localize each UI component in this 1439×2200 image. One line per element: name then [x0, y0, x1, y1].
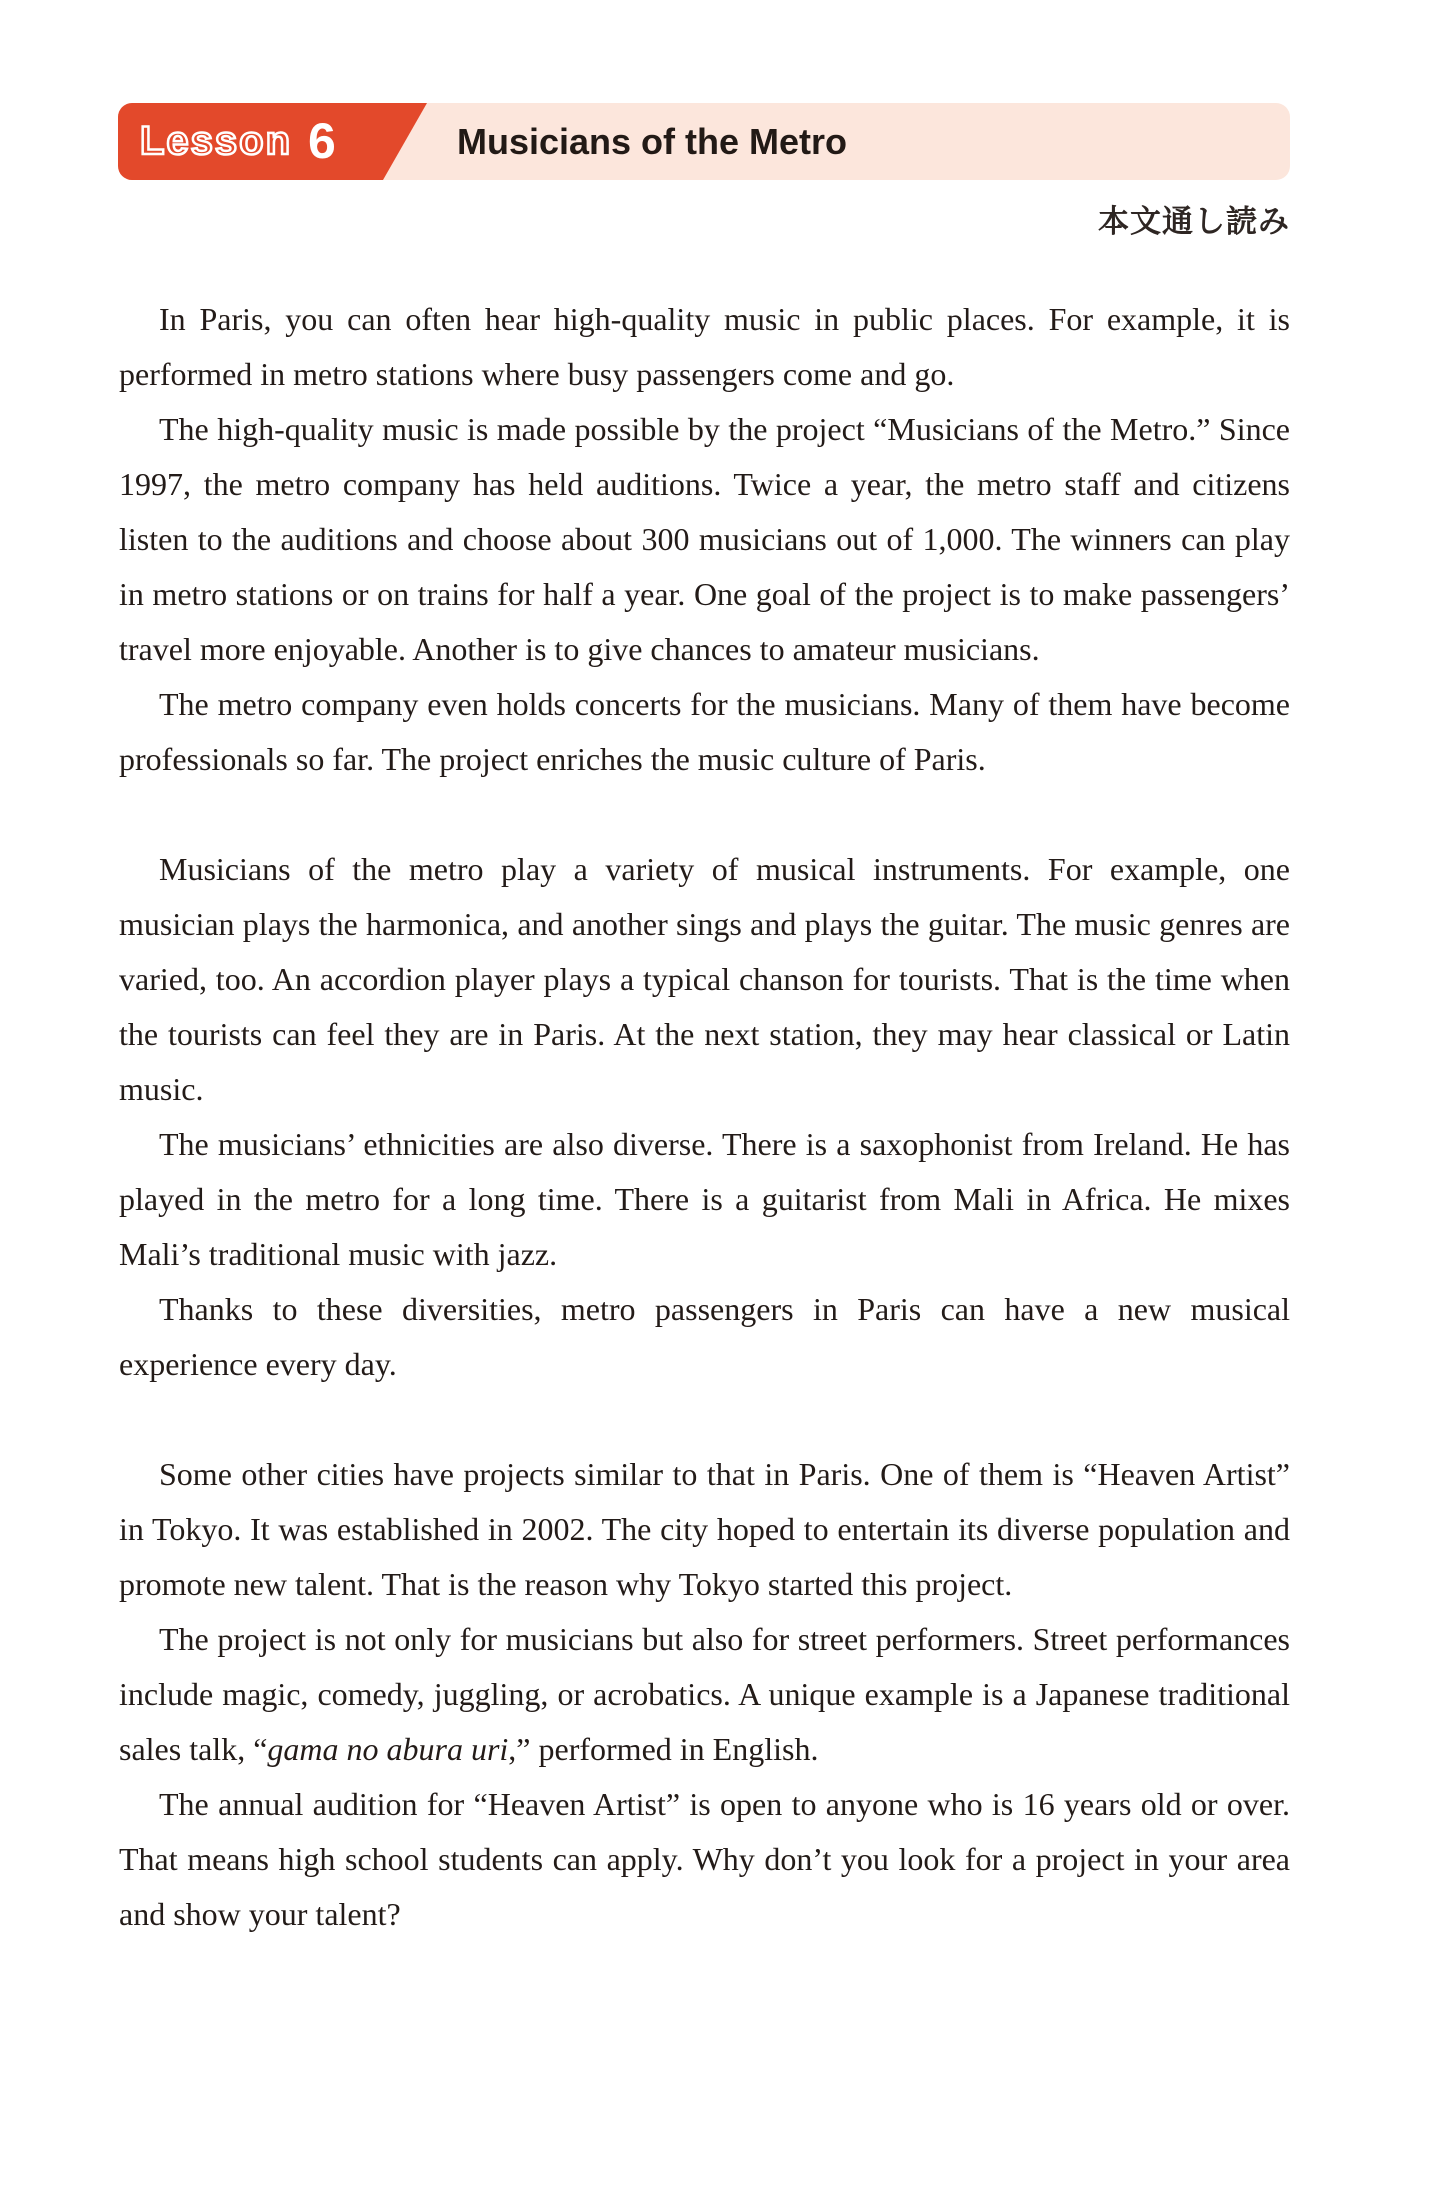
paragraph: In Paris, you can often hear high-quality music in public places. For example, it is performed in metro stations where busy passengers come and go.	[119, 301, 1290, 392]
paragraph: The musicians’ ethnicities are also diverse. There is a saxophonist from Ireland. He has played in the metro for a long time. There is a guitarist from Mali in Africa. He mixes Mali’s traditional music with jazz.	[119, 1126, 1290, 1272]
text-section-1	[119, 292, 1290, 787]
paragraph: Thanks to these diversities, metro passengers in Paris can have a new musical experience every day.	[119, 1291, 1290, 1382]
paragraph: Some other cities have projects similar to that in Paris. One of them is “Heaven Artist” in Tokyo. It was established in 2002. The city hoped to entertain its diverse population and promote new talent. That is the reason why Tokyo started this project.	[119, 1456, 1290, 1602]
lesson-header-band	[118, 103, 1290, 180]
italic-phrase: gama no abura uri	[267, 1731, 509, 1767]
jp-subtitle-label: 本文通し読み	[1098, 204, 1290, 239]
lesson-body-text	[119, 292, 1290, 1942]
paragraph-segment: The project is not only for musicians but also for street performers. Street performances include magic, comedy, juggling, or acrobatics. A unique example is a Japanese traditional sales talk, “	[119, 1621, 1290, 1767]
paragraph: The annual audition for “Heaven Artist” is open to anyone who is 16 years old or over. That means high school students can apply. Why don’t you look for a project in your area and show your talent?	[119, 1786, 1290, 1932]
lesson-label: Lesson	[140, 119, 293, 163]
text-section-2	[119, 842, 1290, 1392]
paragraph: Musicians of the metro play a variety of musical instruments. For example, one musician plays the harmonica, and another sings and plays the guitar. The music genres are varied, too. An accordion player plays a typical chanson for tourists. That is the time when the tourists can feel they are in Paris. At the next station, they may hear classical or Latin music.	[119, 851, 1290, 1107]
lesson-title: Musicians of the Metro	[457, 121, 848, 162]
paragraph-segment: ,” performed in English.	[508, 1731, 819, 1767]
paragraph: The high-quality music is made possible by the project “Musicians of the Metro.” Since 1997, the metro company has held auditions. Twice a year, the metro staff and citizens listen to the auditions and choose about 300 musicians out of 1,000. The winners can play in metro stations or on trains for half a year. One goal of the project is to make passengers’ travel more enjoyable. Another is to give chances to amateur musicians.	[119, 411, 1290, 667]
lesson-badge	[118, 103, 383, 180]
text-section-3	[119, 1447, 1290, 1942]
lesson-number: 6	[308, 113, 336, 169]
paragraph-with-italic	[119, 1612, 1290, 1777]
paragraph: The metro company even holds concerts for the musicians. Many of them have become professionals so far. The project enriches the music culture of Paris.	[119, 686, 1290, 777]
